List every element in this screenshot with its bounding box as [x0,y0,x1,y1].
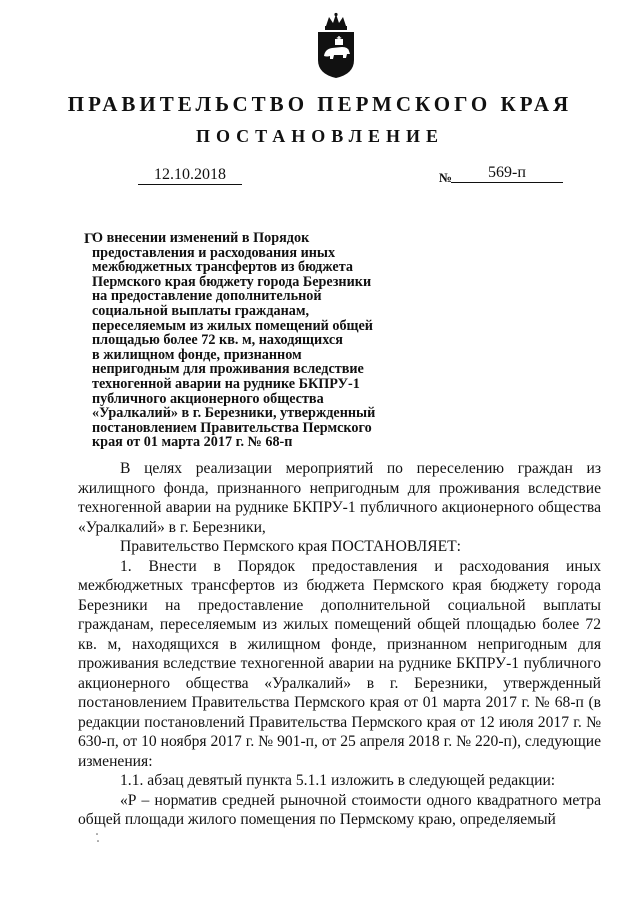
title-corner-mark: Г [84,231,94,247]
document-date: 12.10.2018 [138,166,242,185]
title-line: постановлением Правительства Пермского [92,419,372,436]
resolution-paragraph: Правительство Пермского края ПОСТАНОВЛЯЕТ: [120,538,461,555]
document-body [78,459,601,830]
title-line: в жилищном фонде, признанном [92,346,302,363]
document-number: 569-п [451,164,563,183]
scan-specks [95,832,101,844]
organization-name: ПРАВИТЕЛЬСТВО ПЕРМСКОГО КРАЯ [67,92,573,116]
title-line: социальной выплаты гражданам, [92,302,310,319]
title-line: края от 01 марта 2017 г. № 68-п [92,434,293,451]
title-line: непригодным для проживания вследствие [92,361,364,378]
title-line: межбюджетных трансфертов из бюджета [92,259,353,276]
title-line: Пермского края бюджету города Березники [92,273,372,290]
document-title [92,231,412,450]
number-label: № [439,170,453,185]
coat-of-arms-icon [312,12,360,80]
document-type: ПОСТАНОВЛЕНИЕ [195,126,445,146]
title-line: О внесении изменений в Порядок [92,230,310,246]
clause-1-paragraph: 1. Внести в Порядок предоставления и расходования иных межбюджетных трансфертов из бюджета Пермского края бюджету города Березники на предоставление дополнительной социальной выплаты гражданам, переселяемым из жилых помещений общей площадью более 72 кв. м, находящихся в жилищном фонде, признанном непригодным для проживания вследствие техногенной аварии на руднике БКПРУ-1 публичного акционерного общества «Уралкалий» в г. Березники, утвержденный постановлением Правительства Пермского края от 01 марта 2017 г. № 68-п (в редакции постановлений Правительства Пермского края от 12 июля 2017 г. № 630-п, от 10 ноября 2017 г. № 901-п, от 25 апреля 2018 г. № 220-п), следующие изменения: [78,557,601,770]
title-line: на предоставление дополнительной [92,288,322,305]
title-line: площадью более 72 кв. м, находящихся [92,332,343,349]
title-line: переселяемым из жилых помещений общей [92,317,373,334]
title-line: «Уралкалий» в г. Березники, утвержденный [92,405,376,422]
title-line: техногенной аварии на руднике БКПРУ-1 [92,375,360,392]
preamble-paragraph: В целях реализации мероприятий по переселению граждан из жилищного фонда, признанного непригодным для проживания вследствие техногенной аварии на руднике БКПРУ-1 публичного акционерного общества «Уралкалий» в г. Березники, [78,460,601,536]
quoted-definition-paragraph: «Р – норматив средней рыночной стоимости одного квадратного метра общей площади жилого помещения по Пермскому краю, определяемый [78,791,601,828]
title-line: предоставления и расходования иных [92,244,336,261]
title-line: публичного акционерного общества [92,390,324,407]
clause-1-1-paragraph: 1.1. абзац девятый пункта 5.1.1 изложить в следующей редакции: [120,772,556,789]
